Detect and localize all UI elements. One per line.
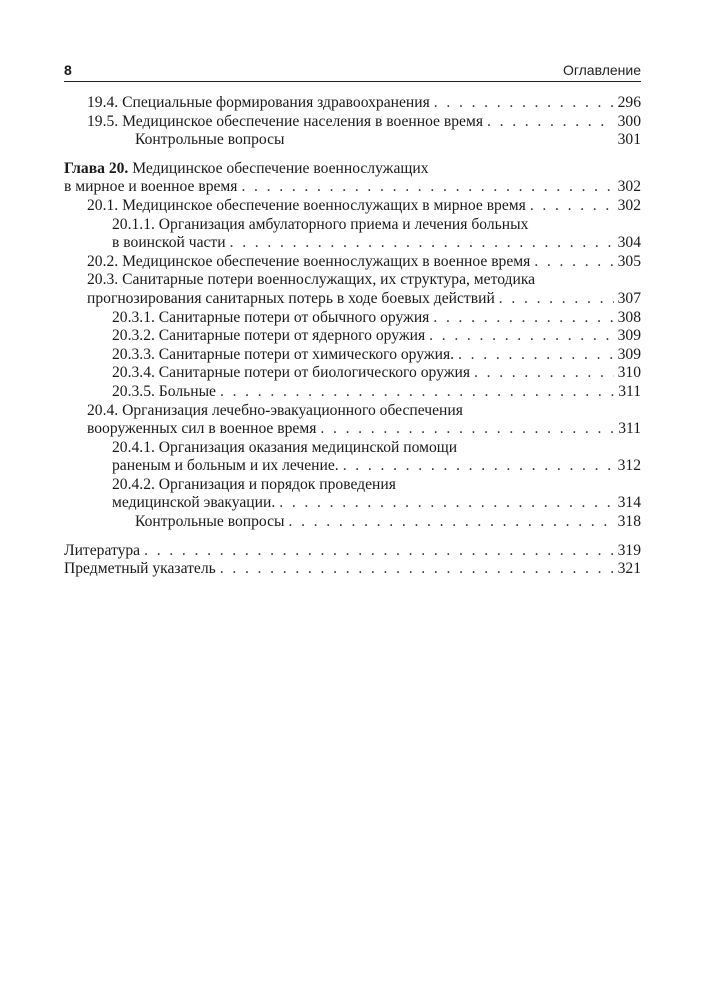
- toc-page-number: 307: [617, 289, 641, 307]
- toc-entry-20-3-line1[interactable]: [64, 271, 641, 290]
- leader-dots: [499, 290, 614, 309]
- toc-entry-19-5[interactable]: [64, 113, 641, 132]
- chapter-title-cont: в мирное и военное время: [64, 178, 238, 196]
- toc-page-number: 321: [617, 560, 641, 578]
- toc-entry-review-questions-19[interactable]: [64, 131, 641, 150]
- toc-entry-20-3-5[interactable]: [64, 383, 641, 402]
- toc-entry-text: 19.4. Специальные формирования здравоохранения: [87, 94, 430, 111]
- toc-entry-20-3-1[interactable]: [64, 309, 641, 328]
- toc-entry-20-3-4[interactable]: [64, 364, 641, 383]
- toc-entry-text: Литература: [64, 541, 141, 559]
- toc-entry-20-4-line2[interactable]: [64, 420, 641, 439]
- leader-dots: [474, 364, 614, 383]
- toc-page-number: 318: [617, 513, 641, 531]
- toc-entry-text: 19.5. Медицинское обеспечение населения в военное время: [87, 112, 484, 130]
- toc-entry-20-1[interactable]: [64, 197, 641, 216]
- chapter-title: Медицинское обеспечение военнослужащих: [132, 159, 429, 177]
- toc-page-number: 302: [617, 196, 641, 214]
- toc-entry-text: 20.1.1. Организация амбулаторного приема и лечения больных: [112, 215, 529, 233]
- leader-dots: [458, 346, 614, 365]
- leader-dots: [343, 457, 614, 476]
- leader-dots: [320, 420, 614, 439]
- toc-page-number: 296: [617, 94, 641, 111]
- toc-entry-text: 20.3. Санитарные потери военнослужащих, их структура, методика: [87, 271, 536, 289]
- toc-page-number: 314: [617, 494, 641, 512]
- leader-dots: [230, 234, 614, 253]
- toc-entry-literature[interactable]: [64, 542, 641, 561]
- toc-entry-text: 20.2. Медицинское обеспечение военнослужащих в военное время: [87, 252, 531, 270]
- toc-entry-20-4-2-line2[interactable]: [64, 494, 641, 513]
- leader-dots: [288, 513, 613, 532]
- toc-entry-19-4[interactable]: [64, 94, 641, 113]
- toc-entry-review-questions-20[interactable]: [64, 513, 641, 532]
- toc-page-number: 310: [617, 364, 641, 382]
- toc-chapter-20-line2[interactable]: [64, 178, 641, 197]
- toc-entry-text: Предметный указатель: [64, 560, 216, 578]
- leader-dots: [434, 94, 614, 113]
- toc-entry-text: 20.3.1. Санитарные потери от обычного оружия: [112, 308, 430, 326]
- chapter-label: Глава 20.: [64, 159, 129, 177]
- toc-entry-20-4-1-line2[interactable]: [64, 457, 641, 476]
- toc-entry-text-cont: в воинской части: [112, 234, 226, 252]
- spacer: [64, 150, 641, 160]
- toc-page-number: 308: [617, 308, 641, 326]
- page-number: 8: [64, 62, 72, 78]
- running-title: Оглавление: [562, 62, 641, 78]
- leader-dots: [433, 309, 613, 328]
- toc-entry-20-3-2[interactable]: [64, 327, 641, 346]
- toc-entry-subject-index[interactable]: [64, 560, 641, 579]
- toc-entry-text: 20.4. Организация лечебно-эвакуационного обеспечения: [87, 401, 463, 419]
- spacer: [64, 532, 641, 542]
- toc-page-number: 302: [617, 178, 641, 196]
- leader-dots: [144, 542, 614, 561]
- leader-dots: [530, 197, 614, 216]
- toc-entry-20-4-line1[interactable]: [64, 402, 641, 421]
- toc-page-number: 311: [618, 382, 641, 400]
- toc-entry-text: 20.4.1. Организация оказания медицинской помощи: [112, 438, 458, 456]
- table-of-contents: [64, 94, 641, 579]
- toc-entry-20-1-1-line2[interactable]: [64, 234, 641, 253]
- toc-entry-20-4-1-line1[interactable]: [64, 439, 641, 458]
- toc-entry-20-2[interactable]: [64, 253, 641, 272]
- toc-page-number: 319: [617, 541, 641, 559]
- toc-entry-text-cont: прогнозирования санитарных потерь в ходе боевых действий: [87, 289, 495, 307]
- leader-dots: [429, 327, 613, 346]
- page-header: [64, 61, 641, 82]
- toc-entry-text: 20.3.2. Санитарные потери от ядерного оружия: [112, 327, 426, 345]
- toc-page-number: 309: [617, 327, 641, 345]
- toc-entry-20-3-line2[interactable]: [64, 290, 641, 309]
- toc-page-number: 311: [618, 420, 641, 438]
- leader-dots: [241, 178, 613, 197]
- toc-entry-text: 20.3.3. Санитарные потери от химического оружия.: [112, 345, 455, 363]
- toc-chapter-20-line1[interactable]: [64, 160, 641, 179]
- toc-entry-text: 20.3.4. Санитарные потери от биологического оружия: [112, 364, 470, 382]
- leader-dots: [220, 560, 614, 579]
- toc-entry-text-cont: медицинской эвакуации.: [112, 494, 276, 512]
- toc-entry-text-cont: вооруженных сил в военное время: [87, 420, 317, 438]
- toc-page-number: 301: [617, 131, 641, 149]
- toc-entry-text: 20.1. Медицинское обеспечение военнослужащих в мирное время: [87, 196, 526, 214]
- toc-entry-text-cont: раненым и больным и их лечение.: [112, 457, 339, 475]
- toc-entry-20-3-3[interactable]: [64, 346, 641, 365]
- toc-entry-text: 20.3.5. Больные: [112, 382, 216, 400]
- toc-page-number: 300: [617, 112, 641, 130]
- toc-page-number: 304: [617, 234, 641, 252]
- toc-page-number: 305: [617, 252, 641, 270]
- toc-page-number: 312: [617, 457, 641, 475]
- leader-dots: [487, 113, 614, 132]
- leader-dots: [279, 494, 613, 513]
- toc-page-number: 309: [617, 345, 641, 363]
- toc-entry-text: Контрольные вопросы: [135, 131, 285, 149]
- toc-entry-20-1-1-line1[interactable]: [64, 216, 641, 235]
- toc-entry-text: 20.4.2. Организация и порядок проведения: [112, 475, 396, 493]
- toc-entry-text: Контрольные вопросы: [135, 513, 285, 531]
- toc-entry-20-4-2-line1[interactable]: [64, 476, 641, 495]
- leader-dots: [534, 253, 613, 272]
- leader-dots: [220, 383, 614, 402]
